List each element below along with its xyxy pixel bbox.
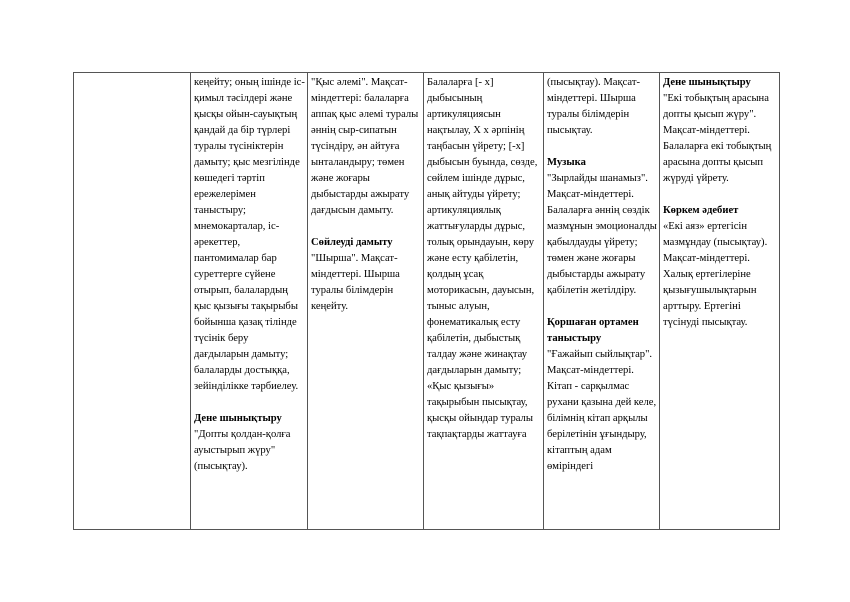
cell-text: "Шырша". Мақсат-міндеттері. Шырша туралы білімдерін кеңейту.: [311, 253, 400, 312]
row-header-cell: [74, 73, 191, 530]
table-cell-col5: [660, 73, 780, 530]
cell-text: Балаларға [- х] дыбысының артикуляциясын нақтылау, Х х әрпінің таңбасын үйрету; [-х] дыбысын буында, сөзде, сөйлем ішінде дұрыс, анық айтуды үйрету; артикуляциялық жаттығуларды дұрыс, толық орындауын, көру және есту қабілетін, қолдың ұсақ моторикасын, дауысын, тыныс алуын, фонематикалық есту қабілетін, дыбыстық талдау және жинақтау дағдыларын дамыту; «Қыс қызығы» тақырыбын пысықтау, қысқы ойындар туралы тақпақтарды жаттауға: [427, 77, 538, 440]
table-cell-col2: [308, 73, 424, 530]
spacer: [547, 299, 657, 315]
section-heading: Музыка: [547, 157, 586, 168]
section-heading: Көркем әдебиет: [663, 205, 739, 216]
cell-text: "Ғажайып сыйлықтар". Мақсат-міндеттері. Кітап - сарқылмас рухани қазына дей келе, білімнің кітап арқылы берілетінін ұғындыру, кітаптың адам өміріндегі: [547, 349, 657, 472]
table-cell-col4: [544, 73, 660, 530]
spacer: [311, 219, 421, 235]
table-cell-col3: [424, 73, 544, 530]
section-heading: Дене шынықтыру: [663, 77, 751, 88]
section-heading: Сөйлеуді дамыту: [311, 237, 393, 248]
schedule-table: [73, 72, 780, 530]
table-cell-col1: [191, 73, 308, 530]
cell-text: (пысықтау). Мақсат-міндеттері. Шырша туралы білімдерін пысықтау.: [547, 77, 641, 136]
cell-text: "Зырлайды шанамыз". Мақсат-міндеттері. Балаларға әннің сөздік мазмұнын эмоционалды қабылдауды үйрету; төмен және жоғары дыбыстарды ажырату қабілетін жетілдіру.: [547, 173, 657, 296]
cell-text: "Екі тобықтың арасына допты қысып жүру". Мақсат-міндеттері. Балаларға екі тобықтың арасына допты қысып жүруді үйрету.: [663, 93, 772, 184]
cell-text: "Қыс әлемі". Мақсат-міндеттері: балаларға аппақ қыс әлемі туралы әннің сыр-сипатын түсіндіру, ән айтуға ынталандыру; төмен және жоғары дыбыстарды ажырату дағдысын дамыту.: [311, 77, 419, 216]
section-heading: Қоршаған ортамен таныстыру: [547, 317, 639, 344]
cell-text: "Допты қолдан-қолға ауыстырып жүру" (пысықтау).: [194, 429, 291, 472]
spacer: [663, 187, 777, 203]
table-row: [74, 73, 780, 530]
cell-text: кеңейту; оның ішінде іс-қимыл тәсілдері және қысқы ойын-сауықтың қандай да бір түрлері туралы түсініктерін дамыту; қыс мезгілінде көшедегі тәртіп ережелерімен таныстыру; мнемокарталар, іс-әрекеттер, пантомималар бар суреттерге сүйене отырып, балалардың қыс қызығы тақырыбы бойынша қазақ тілінде түсінік беру дағдыларын дамыту; балаларды достыққа, зейінділікке тәрбиелеу.: [194, 77, 305, 392]
cell-text: «Екі аяз» ертегісін мазмұндау (пысықтау). Мақсат-міндеттері. Халық ертегілеріне қызығушылықтарын арттыру. Ертегіні түсінуді пысықтау.: [663, 221, 768, 328]
spacer: [194, 395, 305, 411]
spacer: [547, 139, 657, 155]
section-heading: Дене шынықтыру: [194, 413, 282, 424]
